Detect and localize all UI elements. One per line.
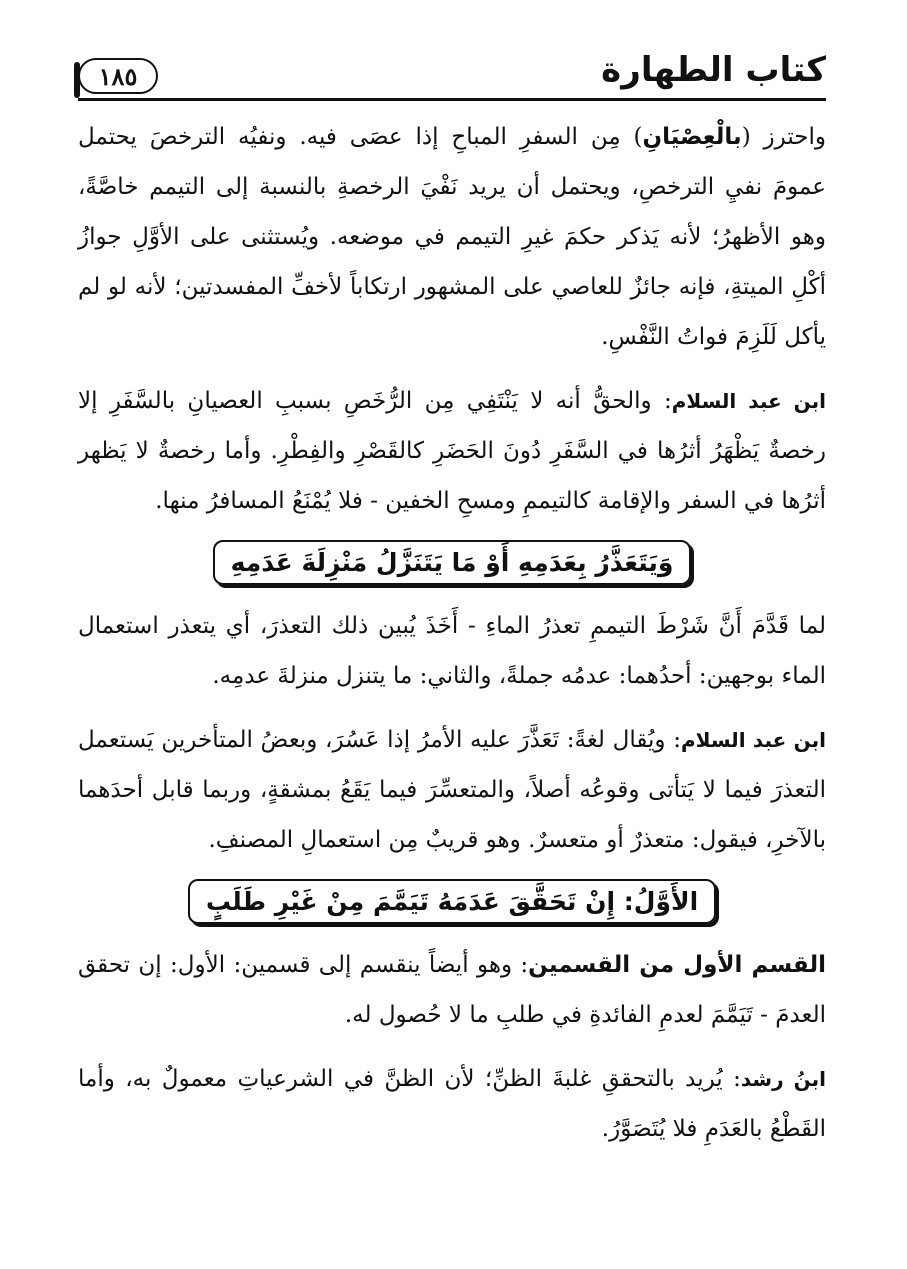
section-heading-1: وَيَتَعَذَّرُ بِعَدَمِهِ أَوْ مَا يَتَنَزَّلُ مَنْزِلَةَ عَدَمِهِ (213, 540, 692, 585)
paragraph-5-text: : وهو أيضاً ينقسم إلى قسمين: الأول: إن تحقق العدمَ - تَيَمَّمَ لعدمِ الفائدةِ في طلبِ ما لا حُصول له. (78, 952, 826, 1028)
heading-1-wrap (78, 540, 826, 585)
page-body (78, 112, 826, 1168)
heading-2-wrap (78, 879, 826, 924)
paragraph-5 (78, 940, 826, 1040)
page-number: ١٨٥ (78, 58, 158, 94)
header-rule (78, 98, 826, 101)
paragraph-2-text: : والحقُّ أنه لا يَنْتَفِي مِن الرُّخَصِ بسببِ العصيانِ بالسَّفَرِ إلا رخصةٌ يَظْهَرُ أثرُها في السَّفَرِ دُونَ الحَضَرِ كالقَصْرِ والفِطْرِ. وأما رخصةٌ لا يَظهر أثرُها في السفر والإقامة كالتيممِ ومسحِ الخفين - فلا يُمْنَعُ المسافرُ منها. (78, 388, 826, 514)
paragraph-6 (78, 1054, 826, 1154)
paragraph-2 (78, 376, 826, 526)
page-header (78, 48, 826, 100)
paragraph-6-text: : يُريد بالتحققِ غلبةَ الظنِّ؛ لأن الظنَّ في الشرعياتِ معمولٌ به، وأما القَطْعُ بالعَدَمِ فلا يُتَصَوَّرُ. (78, 1066, 826, 1142)
paragraph-1 (78, 112, 826, 362)
paragraph-3: لما قَدَّمَ أَنَّ شَرْطَ التيممِ تعذرُ الماءِ - أَخَذَ يُبين ذلك التعذرَ، أي يتعذر استعمال الماء بوجهين: أحدُهما: عدمُه جملةً، والثاني: ما يتنزل منزلةَ عدمِه. (78, 613, 826, 689)
source-name: ابن عبد السلام (680, 728, 827, 752)
source-name: ابن عبد السلام (671, 389, 826, 413)
paragraph-1-text: ) مِن السفرِ المباحِ إذا عصَى فيه. ونفيُه الترخصَ يحتمل عمومَ نفيِ الترخصِ، ويحتمل أن يريد نَفْيَ الرخصةِ بالنسبة إلى التيمم خاصَّةً، وهو الأظهرُ؛ لأنه يَذكر حكمَ غيرِ التيمم في موضعه. ويُستثنى على الأوَّلِ جوازُ أكْلِ الميتةِ، فإنه جائزٌ للعاصي على المشهور ارتكاباً لأخفِّ المفسدتين؛ لأنه لو لم يأكل لَلَزِمَ فواتُ النَّفْسِ. (78, 124, 826, 350)
source-name: ابنُ رشد (740, 1067, 827, 1091)
paragraph-1-intro: واحترز ( (741, 124, 826, 150)
paragraph-4 (78, 715, 826, 865)
book-title: كتاب الطهارة (601, 50, 826, 90)
section-heading-2: الأَوَّلُ: إِنْ تَحَقَّقَ عَدَمَهُ تَيَمَّمَ مِنْ غَيْرِ طَلَبٍ (188, 879, 716, 924)
section-label: القسم الأول من القسمين (528, 952, 826, 978)
paragraph-4-text: : ويُقال لغةً: تَعَذَّرَ عليه الأمرُ إذا عَسُرَ، وبعضُ المتأخرين يَستعمل التعذرَ فيما لا يَتأتى وقوعُه أصلاً، والمتعسِّرَ فيما يَقَعُ بمشقةٍ، وربما قابل أحدَهما بالآخرِ، فيقول: متعذرٌ أو متعسرٌ. وهو قريبٌ مِن استعمالِ المصنفِ. (78, 727, 826, 853)
highlighted-term: بالْعِصْيَانِ (642, 124, 742, 150)
